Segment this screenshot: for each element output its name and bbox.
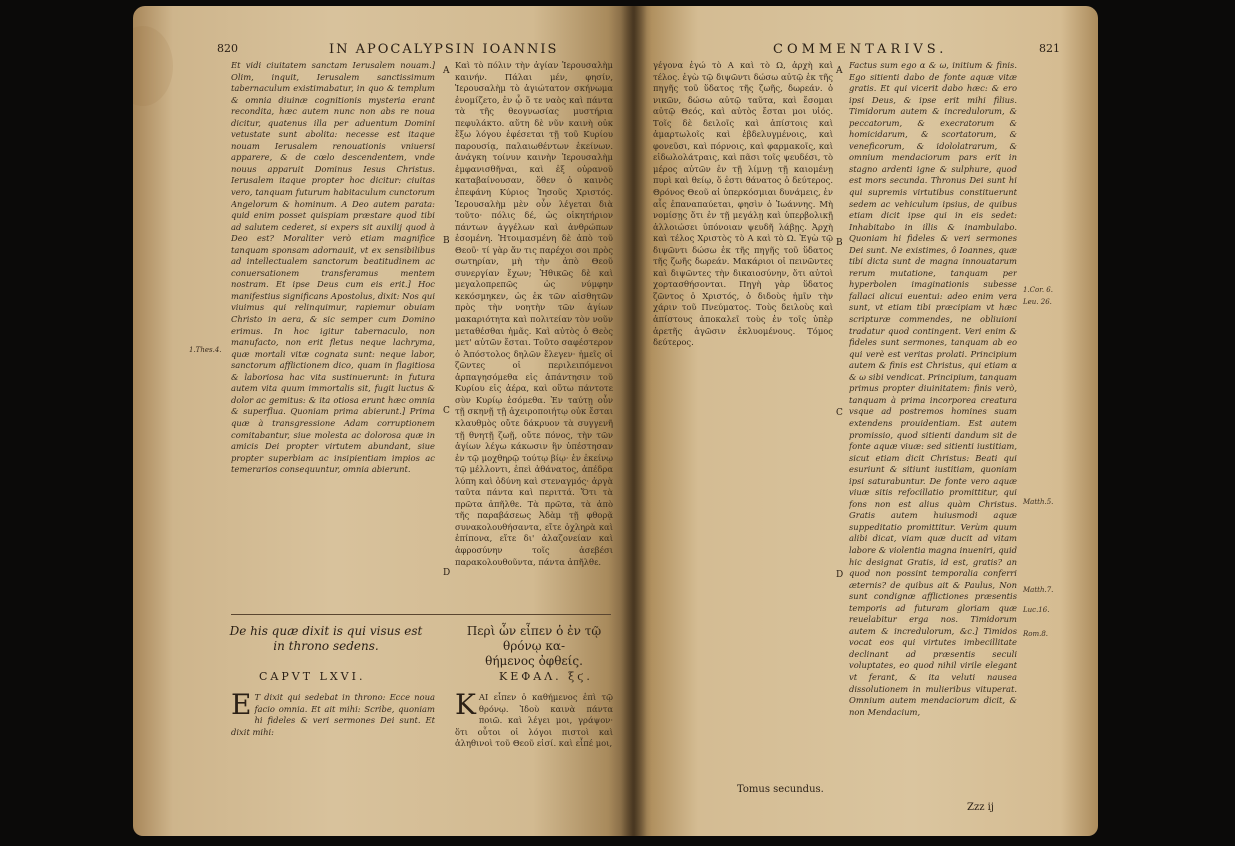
- chapter-latin-paragraph: T dixit qui sedebat in throno: Ecce noua facio omnia. Et ait mihi: Scribe, quoniam hi fideles & veri sermones Dei sunt. Et dixit mihi:: [231, 692, 435, 737]
- section-marker-c: C: [443, 406, 450, 416]
- margin-note: Luc.16.: [1023, 606, 1050, 614]
- greek-section-title: [451, 624, 617, 669]
- margin-note: Matth.7.: [1023, 586, 1054, 594]
- running-head: COMMENTARIVS.: [773, 42, 948, 57]
- chapter-heading: CAPVT LXVI.: [259, 670, 366, 683]
- open-book: [133, 6, 1098, 836]
- left-page: [133, 6, 633, 836]
- section-marker-d: D: [836, 570, 844, 580]
- chapter-greek-paragraph: ΑΙ εἶπεν ὁ καθήμενος ἐπὶ τῷ θρόνῳ. Ἰδοὺ καινὰ πάντα ποιῶ. καὶ λέγει μοι, γράψον· ὅτι οὗτοι οἱ λόγοι πιστοὶ καὶ ἀληθινοὶ τοῦ Θεοῦ εἰσί. καὶ εἶπέ μοι,: [455, 692, 613, 749]
- greek-drop-cap: Κ: [455, 692, 476, 721]
- section-marker-d: D: [443, 568, 451, 578]
- section-divider: [231, 614, 611, 615]
- chapter-latin-text: [231, 692, 435, 762]
- section-title-line: in throno sedens.: [273, 639, 379, 653]
- margin-note: Leu. 26.: [1023, 298, 1052, 306]
- greek-chapter-heading: ΚΕΦΑΛ. ξϛ.: [499, 670, 593, 683]
- greek-section-title-line: θήμενος ὀφθείς.: [485, 654, 583, 668]
- margin-note: Matth.5.: [1023, 498, 1054, 506]
- greek-paragraph: Καὶ τὸ πόλιν τὴν ἁγίαν Ἱερουσαλὴμ καινήν. Πάλαι μέν, φησίν, Ἱερουσαλὴμ τὸ ἁγιώτατον σκήνωμα ἐνομίζετο, ἐν ᾧ ὅ τε ναὸς καὶ πάντα τὰ τῆς θεογνωσίας μυστήρια πεφυλάκτο. αὕτη δὲ νῦν καινὴ οὐκ ἔξω λόγου ἐφέσεται τῇ τοῦ Κυρίου παρουσίᾳ, παλαιωθέντων ἐκείνων. ἀνάγκη τοίνυν καινὴν Ἱερουσαλὴμ ἐμφανισθῆναι, καὶ ἐξ οὐρανοῦ καταβαίνουσαν, ὅθεν ὁ καινὸς ἐπεφάνη Κύριος Ἰησοῦς Χριστός. Ἱερουσαλὴμ μὲν οὖν λέγεται διὰ τοῦτο· πόλις δέ, ὡς οἰκητήριον πάντων ἀγγέλων καὶ ἀνθρώπων ἐσομένη. Ἡτοιμασμένη δὲ ἀπὸ τοῦ Θεοῦ· τί γὰρ ἄν τις παρέχοι σοι πρὸς σωτηρίαν, μὴ τὴν ἀπὸ Θεοῦ συνεργίαν ἔχων; Ἠθικῶς δὲ καὶ μεγαλοπρεπῶς ὡς νύμφην κεκόσμηκεν, ὡς ἐκ τῶν αἰσθητῶν πρὸς τὴν νοητὴν τῶν ἁγίων μακαριότητα καὶ πολιτείαν τὸν νοῦν μεταθέσθαι ἡμᾶς. Καὶ αὐτὸς ὁ Θεὸς μετ' αὐτῶν ἔσται. Τοῦτο σαφέστερον ὁ Ἀπόστολος δηλῶν ἔλεγεν· ἡμεῖς οἱ ζῶντες οἱ περιλειπόμενοι ἁρπαγησόμεθα εἰς ἀπάντησιν τοῦ Κυρίου εἰς ἀέρα, καὶ οὕτω πάντοτε σὺν Κυρίῳ ἐσόμεθα. Ἐν ταύτῃ οὖν τῇ σκηνῇ τῇ ἀχειροποιήτῳ οὐκ ἔσται κλαυθμὸς οὔτε δάκρυον τὰ συγγενῆ τῇ θνητῇ ζωῇ, οὔτε πόνος, τὴν τῶν ἁγίων λέγω κάκωσιν ἣν ὑπέστησαν ἐν τῷ μοχθηρῷ τούτῳ βίῳ· ἐν ἐκείνῳ τῷ μέλλοντι, ἐπεὶ ἀθάνατος, ἀπέδρα λύπη καὶ ὀδύνη καὶ στεναγμός· ἀργὰ ταῦτα πάντα καὶ περιττά. Ὅτι τὰ πρῶτα ἀπῆλθε. Τὰ πρῶτα, τὰ ἀπὸ τῆς παραβάσεως Ἀδὰμ τῇ φθορᾷ συνακολουθήσαντα, εἴτε ὀχληρὰ καὶ ἐπίπονα, εἴτε δι' ἀλαζονείαν καὶ ἀφροσύνην τοῖς ἀσεβέσι παρακολουθοῦντα, πάντα ἀπῆλθε.: [455, 60, 613, 567]
- page-number: 821: [1039, 42, 1060, 55]
- margin-note: 1.Cor. 6.: [1023, 286, 1053, 294]
- running-head: IN APOCALYPSIN IOANNIS: [329, 42, 559, 57]
- latin-paragraph: Factus sum ego α & ω, initium & finis. Ego sitienti dabo de fonte aquæ vitæ gratis. Et qui vicerit dabo hæc: & ero ipsi Deus, & ipse erit mihi filius. Timidorum autem & incredulorum, & peccatorum, & execratorum & homicidarum, & scortatorum, & veneficorum, & idololatrarum, & omnium mendaciorum pars erit in stagno ardenti igne & sulphure, quod est mors secunda. Thronus Dei sunt hi qui supremis virtutibus constituerunt sedem ac vehiculum ipsius, de quibus etiam dicit ipse qui in eis sedet: Inhabitabo in illis & inambulabo. Quoniam hi fideles & veri sermones Dei sunt. Ne existimes, ô Ioannes, quæ tibi dicta sunt de magna innouatarum rerum mutatione, tanquam per hyperbolen imaginationis subesse fallaci alicui euentui: adeo enim vera sunt, vt etiam tibi præcipiam vt hæc scripturæ commendes, ne obliuioni tradatur quod contingent. Veri enim & fideles sunt sermones, tanquam ab eo qui verè est veritas prolati. Principium autem & finis est Christus, qui etiam α & ω sibi vendicat. Principium, tanquam primus propter diuinitatem: finis verò, tanquam à prima incorporea creatura vsque ad postremos homines suam extendens prouidentiam. Est autem promissio, quod sitienti dandum sit de fonte aquæ viuæ: sed sitienti iustitiam, sicut etiam dicit Christus: Beati qui esuriunt & sitiunt iustitiam, quoniam ipsi saturabuntur. De fonte vero aquæ viuæ sitis refocillatio promittitur, qui fons non est alius quàm Christus. Gratis autem huiusmodi aquæ suppeditatio promittitur. Verùm quum alibi dicat, viam quæ ducit ad vitam labore & violentia magna inueniri, quid hic designat Gratis, id est, gratis? an quod non possint temporalia conferri æternis? de quibus ait & Paulus, Non sunt condignæ afflictiones præsentis temporis ad futuram gloriam quæ reuelabitur erga nos. Timidorum autem & incredulorum, &c.] Timidos vocat eos qui virtutes imbecillitate declinant ad præsentis seculi voluptates, eo quod nihil virile elegant vt ferant, & ita veluti nausea dissolutionem in mulieribus vituperat. Omnium autem mendaciorum dicit, & non Mendacium,: [849, 60, 1017, 717]
- greek-column: [653, 60, 833, 772]
- latin-paragraph: Et vidi ciuitatem sanctam Ierusalem nouam.] Olim, inquit, Ierusalem sanctissimum tabernaculum existimabatur, in quo & templum & omnia diuinæ cognitionis mysteria erant recondita, hæc autem nunc non abs re noua dicitur, quatenus illa per aduentum Domini vetustate sunt abolita: necesse est itaque nouam Ierusalem renouationis vniuersi apparere, & de cœlo descendentem, vnde nouus apparuit Dominus Iesus Christus. Ierusalem itaque propter hoc dicitur: ciuitas vero, tanquam futurum habitaculum cunctorum Angelorum & hominum. A Deo autem parata: quid enim posset quispiam præstare quod tibi ad salutem cederet, si expers sit auxilij quod à Deo est? Moraliter verò etiam magnifice tanquam sponsam adornauit, vt ex sensibilibus ad intellectualem sanctorum beatitudinem ac conuersationem transferamus mentem nostram. Et ipse Deus cum eis erit.] Hoc manifestius significans Apostolus, dixit: Nos qui viuimus qui relinquimur, rapiemur obuiam Christo in aera, & sic semper cum Domino erimus. In hoc igitur tabernaculo, non manufacto, non erit fletus neque lachryma, quæ mortali vitæ cognata sunt: neque labor, sanctorum afflictionem dico, quam in flagitiosa & laboriosa hac vita sustinuerunt: in futura autem vita quum immortalis sit, fugit luctus & dolor ac gemitus: & ita otiosa erunt hæc omnia & superflua. Quoniam prima abierunt.] Prima quæ à transgressione Adam corruptionem comitabantur, siue molesta ac dolorosa quæ in amicis Dei propter virtutem abundant, siue propter superbiam ac insipientiam impios ac temerarios consequuntur, omnia abierunt.: [231, 60, 435, 475]
- section-marker-a: A: [836, 66, 843, 76]
- chapter-greek-text: [455, 692, 613, 762]
- section-title-line: De his quæ dixit is qui visus est: [229, 624, 423, 638]
- page-stain: [133, 26, 173, 106]
- greek-column: [455, 60, 613, 596]
- book-gutter: [621, 6, 647, 836]
- margin-note: 1.Thes.4.: [189, 346, 222, 354]
- greek-section-title-line: Περὶ ὧν εἶπεν ὁ ἐν τῷ θρόνῳ κα-: [466, 624, 602, 653]
- footer-volume: Tomus secundus.: [737, 784, 824, 795]
- signature-mark: Zzz ij: [967, 802, 994, 813]
- right-page: [633, 6, 1098, 836]
- page-number: 820: [217, 42, 238, 55]
- latin-column: [231, 60, 435, 608]
- section-marker-c: C: [836, 408, 843, 418]
- section-marker-a: A: [443, 66, 450, 76]
- greek-paragraph: γέγονα ἐγώ τὸ Α καὶ τὸ Ω, ἀρχὴ καὶ τέλος. ἐγὼ τῷ διψῶντι δώσω αὐτῷ ἐκ τῆς πηγῆς τοῦ ὕδατος τῆς ζωῆς, δωρεάν. ὁ νικῶν, δώσω αὐτῷ ταῦτα, καὶ ἔσομαι αὐτῷ Θεός, καὶ αὐτὸς ἔσται μοι υἱός. Τοῖς δὲ δειλοῖς καὶ ἀπίστοις καὶ ἁμαρτωλοῖς καὶ ἐβδελυγμένοις, καὶ φονεῦσι, καὶ πόρνοις, καὶ φαρμακοῖς, καὶ εἰδωλολάτραις, καὶ πᾶσι τοῖς ψευδέσι, τὸ μέρος αὐτῶν ἐν τῇ λίμνῃ τῇ καιομένῃ πυρὶ καὶ θείῳ, ὅ ἐστι θάνατος ὁ δεύτερος. Θρόνος Θεοῦ αἱ ὑπερκόσμιαι δυνάμεις, ἐν αἷς ἐπαναπαύεται, φησὶν ὁ Ἰωάννης. Μὴ νομίσῃς ὅτι ἐν τῇ μεγάλῃ καὶ ὑπερβολικῇ ἀλλοιώσει ὑπόνοιαν ψευδῆ λάβῃς. Ἀρχὴ καὶ τέλος Χριστὸς τὸ Α καὶ τὸ Ω. Ἐγὼ τῷ διψῶντι δώσω ἐκ τῆς πηγῆς τοῦ ὕδατος τῆς ζωῆς δωρεάν. Μακάριοι οἱ πεινῶντες καὶ διψῶντες τὴν δικαιοσύνην, ὅτι αὐτοὶ χορτασθήσονται. Πηγὴ γὰρ ὕδατος ζῶντος ὁ Χριστός, ὁ διδοὺς ἡμῖν τὴν χάριν τοῦ Πνεύματος. Τοὺς δειλοὺς καὶ ἀπίστους ἀποκαλεῖ τοὺς ἐν τοῖς ὑπὲρ ἀρετῆς ἀγῶσιν ἐκλυομένους. Τόμος δεύτερος.: [653, 60, 833, 348]
- drop-cap: E: [231, 692, 252, 721]
- margin-note: Rom.8.: [1023, 630, 1049, 638]
- section-title: [219, 624, 433, 654]
- section-marker-b: B: [836, 238, 843, 248]
- section-marker-b: B: [443, 236, 450, 246]
- latin-column: [849, 60, 1017, 800]
